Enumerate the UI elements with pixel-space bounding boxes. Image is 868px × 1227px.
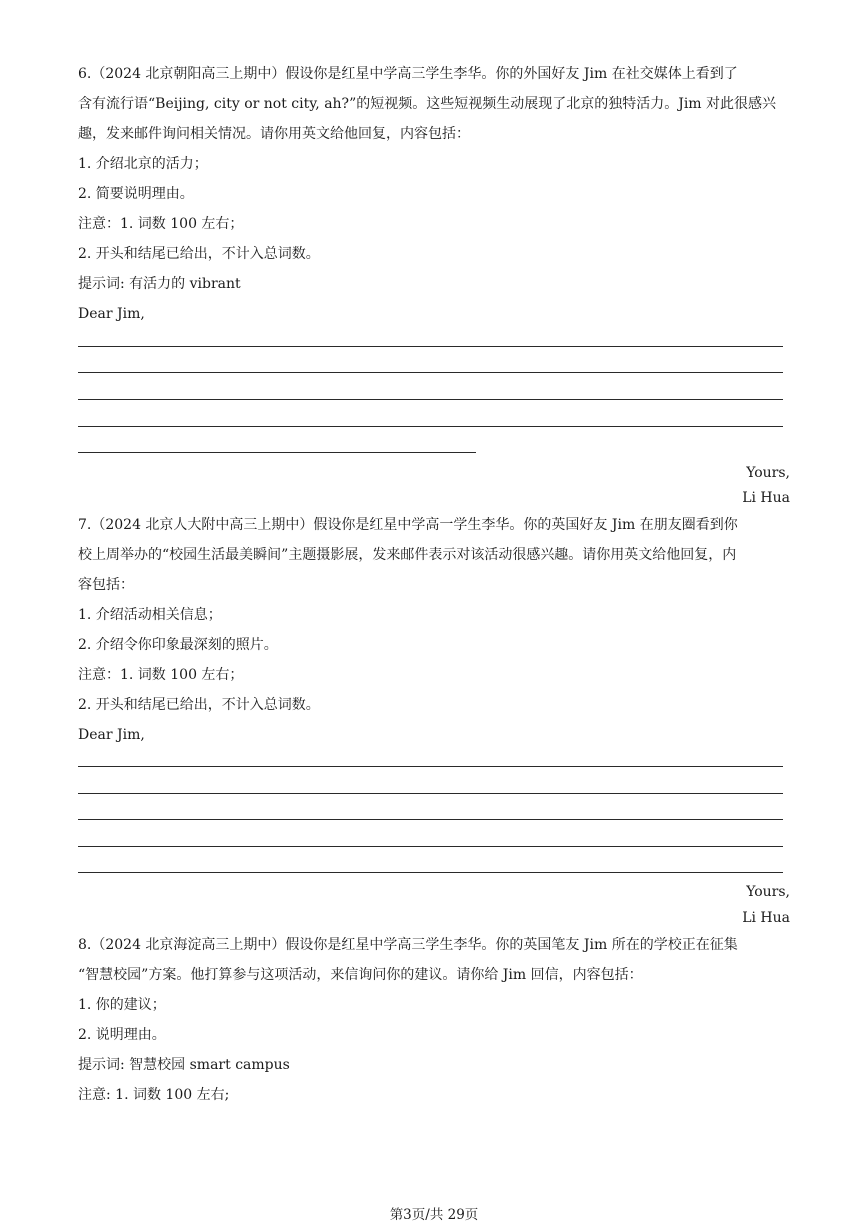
q6-line-1: 6.（2024 北京朝阳高三上期中）假设你是红星中学高三学生李华。你的外国好友 Jim 在社交媒体上看到了 bbox=[78, 66, 738, 82]
q6-closing: Yours, bbox=[746, 465, 790, 481]
q7-point-1: 1. 介绍活动相关信息； bbox=[78, 607, 222, 623]
q7-note-1: 注意：1. 词数 100 左右； bbox=[78, 667, 244, 683]
q7-salutation: Dear Jim, bbox=[78, 727, 145, 743]
q8-point-1: 1. 你的建议； bbox=[78, 997, 166, 1013]
q7-answer-line[interactable] bbox=[78, 846, 783, 847]
q7-line-1: 7.（2024 北京人大附中高三上期中）假设你是红星中学高一学生李华。你的英国好友 Jim 在朋友圈看到你 bbox=[78, 517, 738, 533]
q8-hint: 提示词: 智慧校园 smart campus bbox=[78, 1057, 290, 1073]
q6-line-3: 趣，发来邮件询问相关情况。请你用英文给他回复，内容包括： bbox=[78, 126, 470, 142]
q6-note-1: 注意：1. 词数 100 左右； bbox=[78, 216, 244, 232]
q6-point-2: 2. 简要说明理由。 bbox=[78, 186, 194, 202]
q7-answer-line[interactable] bbox=[78, 872, 783, 873]
q8-point-2: 2. 说明理由。 bbox=[78, 1027, 166, 1043]
q7-answer-line[interactable] bbox=[78, 793, 783, 794]
q6-signature: Li Hua bbox=[742, 490, 790, 506]
q6-answer-line[interactable] bbox=[78, 426, 783, 427]
q8-line-2: “智慧校园”方案。他打算参与这项活动，来信询问你的建议。请你给 Jim 回信，内容包括： bbox=[78, 967, 643, 983]
page-number-footer: 第3页/共 29页 bbox=[389, 1207, 479, 1223]
q6-line-2: 含有流行语“Beijing, city or not city, ah?”的短视频。这些短视频生动展现了北京的独特活力。Jim 对此很感兴 bbox=[78, 96, 777, 112]
q7-line-2: 校上周举办的“校园生活最美瞬间”主题摄影展，发来邮件表示对该活动很感兴趣。请你用英文给他回复，内 bbox=[78, 547, 737, 563]
q7-point-2: 2. 介绍令你印象最深刻的照片。 bbox=[78, 637, 278, 653]
q6-hint: 提示词: 有活力的 vibrant bbox=[78, 276, 241, 292]
q6-point-1: 1. 介绍北京的活力； bbox=[78, 156, 208, 172]
q7-closing: Yours, bbox=[746, 884, 790, 900]
q7-note-2: 2. 开头和结尾已给出，不计入总词数。 bbox=[78, 697, 320, 713]
q8-note-1: 注意: 1. 词数 100 左右; bbox=[78, 1087, 230, 1103]
q7-answer-line[interactable] bbox=[78, 766, 783, 767]
q7-signature: Li Hua bbox=[742, 910, 790, 926]
q6-answer-line[interactable] bbox=[78, 372, 783, 373]
q7-answer-line[interactable] bbox=[78, 819, 783, 820]
q6-answer-line[interactable] bbox=[78, 346, 783, 347]
q6-answer-line[interactable] bbox=[78, 399, 783, 400]
q6-note-2: 2. 开头和结尾已给出，不计入总词数。 bbox=[78, 246, 320, 262]
q6-salutation: Dear Jim, bbox=[78, 306, 145, 322]
q6-answer-line[interactable] bbox=[78, 452, 476, 453]
q7-line-3: 容包括： bbox=[78, 577, 134, 593]
q8-line-1: 8.（2024 北京海淀高三上期中）假设你是红星中学高三学生李华。你的英国笔友 Jim 所在的学校正在征集 bbox=[78, 937, 738, 953]
